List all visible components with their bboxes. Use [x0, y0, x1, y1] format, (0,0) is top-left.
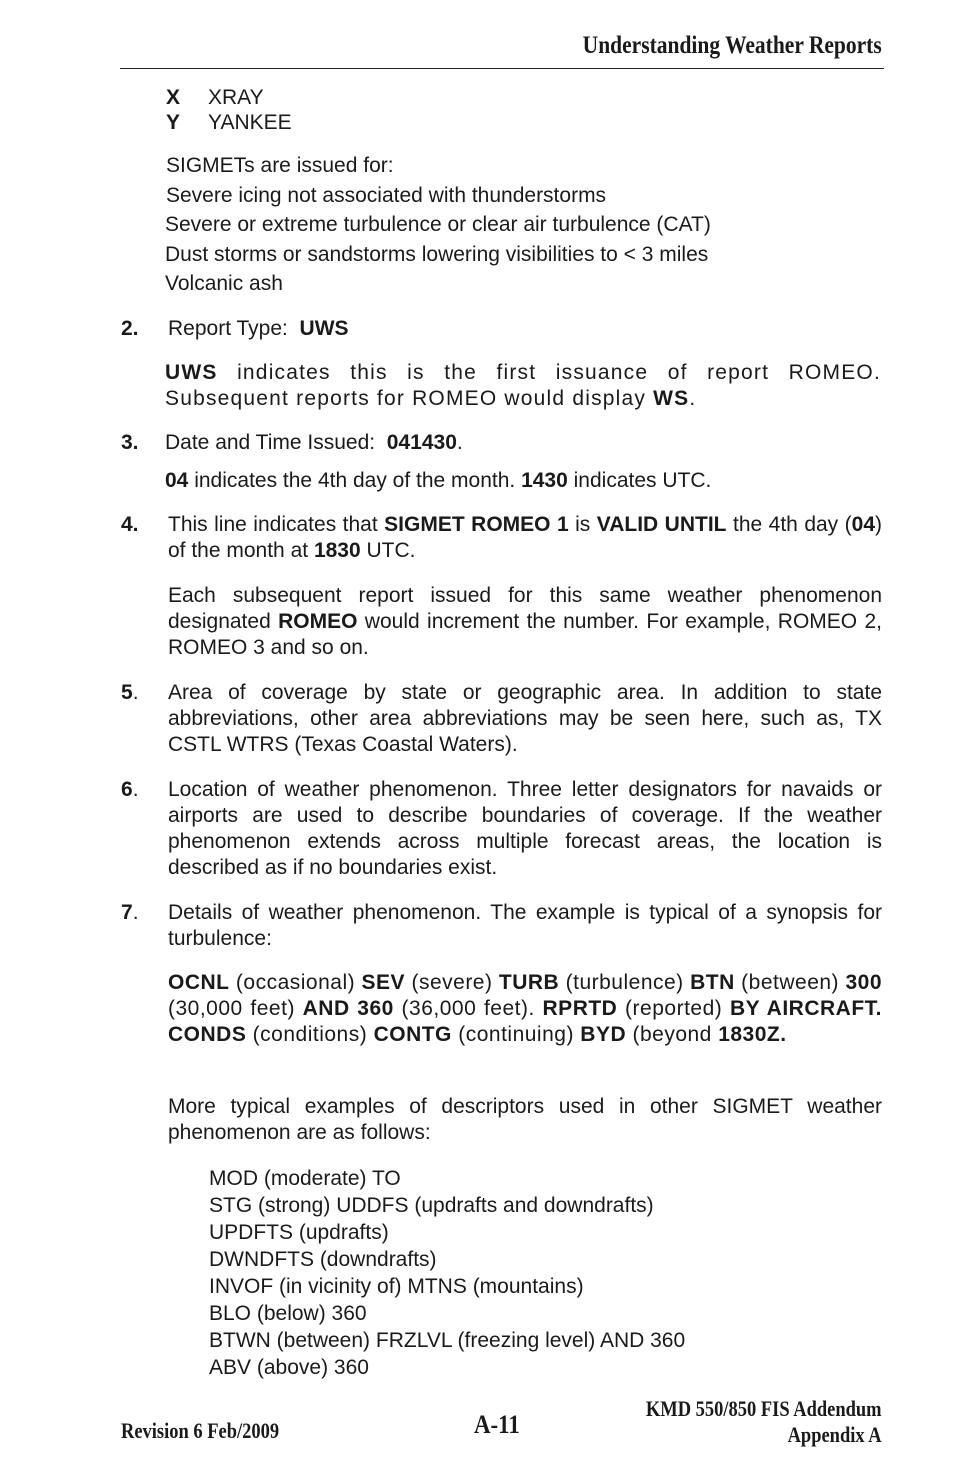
descriptor-item: DWNDFTS (downdrafts) [209, 1248, 437, 1271]
item-number [121, 680, 139, 706]
item-number [121, 777, 139, 803]
item2-description [165, 360, 881, 412]
bold-term: BY AIRCRAFT. CONDS [168, 997, 882, 1046]
text-run: (between) [734, 971, 846, 994]
item-number-dot: . [132, 901, 139, 924]
descriptor-item: INVOF (in vicinity of) MTNS (mountains) [209, 1275, 584, 1298]
descriptor-item: BTWN (between) FRZLVL (freezing level) AND 360 [209, 1329, 686, 1352]
code-word: XRAY [208, 86, 264, 109]
bold-term: UWS [165, 361, 218, 384]
item3-heading [165, 430, 463, 456]
text-run: indicates the 4th day of the month. [188, 469, 522, 492]
sigmet-list-intro: SIGMETs are issued for: [166, 154, 394, 177]
item7-more-examples-intro: More typical examples of descriptors used in other SIGMET weather phenomenon are as follows: [168, 1095, 882, 1144]
bold-term: AND 360 [302, 997, 394, 1020]
descriptor-item: STG (strong) UDDFS (updrafts and downdrafts) [209, 1194, 654, 1217]
header-rule [120, 68, 884, 69]
text-run: (conditions) [246, 1023, 374, 1046]
text-run: indicates this is the first issuance of report ROMEO. Subsequent reports for ROMEO would display [165, 361, 881, 410]
bold-term: ROMEO [278, 610, 358, 633]
text-run: (turbulence) [559, 971, 691, 994]
item-number-digit: 7 [121, 901, 133, 924]
text-run: . [456, 431, 463, 454]
item2-value: UWS [299, 317, 349, 340]
bold-term: VALID UNTIL [596, 513, 727, 536]
text-run: This line indicates that [168, 513, 385, 536]
bold-term: 1830Z. [718, 1023, 787, 1046]
sigmet-list-item: Severe icing not associated with thunderstorms [166, 184, 607, 207]
bold-term: RPRTD [542, 997, 618, 1020]
code-letter: Y [166, 111, 181, 134]
text-run: indicates UTC. [567, 469, 712, 492]
item-number-digit: 6 [121, 778, 133, 801]
bold-term: 04 [165, 469, 189, 492]
bold-term: SEV [361, 971, 406, 994]
text-run: is [568, 513, 597, 536]
bold-term: 300 [845, 971, 883, 994]
page-header-title: Understanding Weather Reports [582, 32, 882, 59]
item4-paragraph-2 [168, 583, 882, 661]
footer-doc-line: KMD 550/850 FIS Addendum [646, 1396, 882, 1421]
bold-term: 04 [851, 513, 876, 536]
code-word: YANKEE [208, 111, 292, 134]
item7-example [168, 970, 882, 1048]
footer-page-number: A-11 [474, 1410, 520, 1439]
item2-label: Report Type: [168, 317, 288, 340]
bold-term: TURB [498, 971, 560, 994]
item-number: 4. [121, 513, 139, 536]
bold-term: 1430 [521, 469, 568, 492]
item2-heading [168, 316, 349, 342]
footer-revision: Revision 6 Feb/2009 [121, 1418, 280, 1443]
text-run: (30,000 feet) [168, 997, 303, 1020]
text-run: (reported) [617, 997, 730, 1020]
item-number: 2. [121, 317, 139, 340]
item-number [121, 900, 139, 926]
item-number: 3. [121, 431, 139, 454]
text-run: would increment the number. For example, ROMEO 2, ROMEO 3 and so on. [168, 610, 882, 659]
text-run: (beyond [626, 1023, 719, 1046]
sigmet-list-item: Volcanic ash [165, 272, 283, 295]
descriptor-item: MOD (moderate) TO [209, 1167, 401, 1190]
text-run: (36,000 feet). [393, 997, 543, 1020]
item7-paragraph: Details of weather phenomenon. The example is typical of a synopsis for turbulence: [168, 901, 882, 950]
descriptor-item: BLO (below) 360 [209, 1302, 367, 1325]
bold-term: SIGMET ROMEO 1 [384, 513, 569, 536]
text-run: ) of the month at [168, 513, 883, 562]
item3-description [165, 468, 711, 494]
descriptor-item: ABV (above) 360 [209, 1356, 369, 1379]
item-number-dot: . [132, 778, 139, 801]
sigmet-list-item: Severe or extreme turbulence or clear air turbulence (CAT) [165, 213, 711, 236]
descriptor-item: UPDFTS (updrafts) [209, 1221, 389, 1244]
footer-doc-line: Appendix A [788, 1422, 882, 1447]
text-run: UTC. [360, 539, 416, 562]
item-number-digit: 5 [121, 681, 133, 704]
bold-term: OCNL [168, 971, 230, 994]
text-run: Each subsequent report issued for this same weather phenomenon designated [168, 584, 882, 633]
bold-term: WS [653, 387, 690, 410]
footer-document-title [646, 1396, 882, 1448]
bold-term: BTN [690, 971, 735, 994]
text-run: the 4th day ( [726, 513, 852, 536]
bold-term: CONTG [373, 1023, 452, 1046]
item4-paragraph [168, 512, 882, 564]
bold-term: BYD [580, 1023, 627, 1046]
item6-paragraph: Location of weather phenomenon. Three letter designators for navaids or airports are used to describe boundaries of coverage. If the weather phenomenon extends across multiple forecast areas, the location is described as if no boundaries exist. [168, 778, 882, 879]
item3-label: Date and Time Issued: [165, 431, 376, 454]
text-run: . [689, 387, 697, 410]
item3-value: 041430 [386, 431, 457, 454]
text-run: (occasional) [229, 971, 362, 994]
text-run: (continuing) [451, 1023, 581, 1046]
item-number-dot: . [132, 681, 139, 704]
text-run: (severe) [405, 971, 499, 994]
bold-term: 1830 [313, 539, 361, 562]
sigmet-list-item: Dust storms or sandstorms lowering visibilities to < 3 miles [165, 243, 709, 266]
item5-paragraph: Area of coverage by state or geographic area. In addition to state abbreviations, other area abbreviations may be seen here, such as, TX CSTL WTRS (Texas Coastal Waters). [168, 681, 882, 756]
code-letter: X [166, 86, 181, 109]
